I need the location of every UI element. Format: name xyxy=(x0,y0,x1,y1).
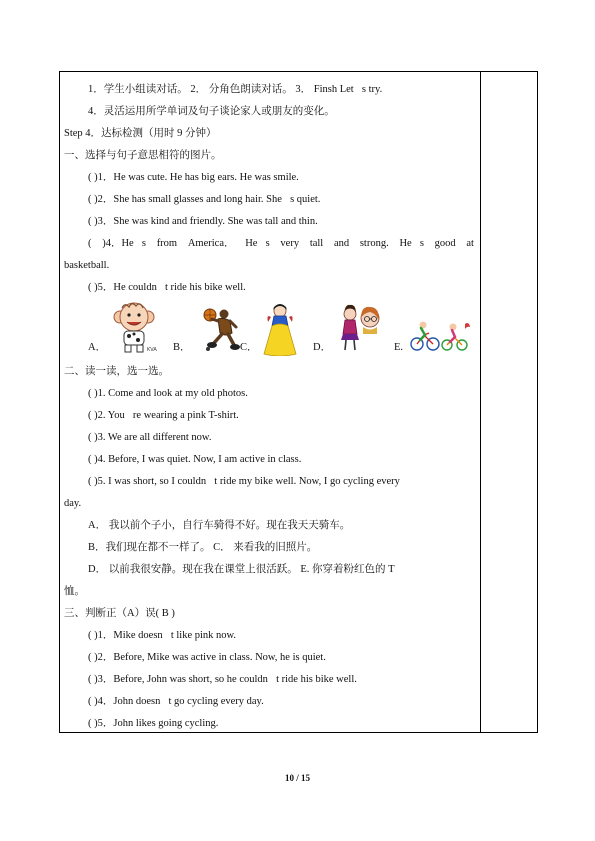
step-heading: Step 4．达标检测（用时 9 分钟） xyxy=(64,128,217,139)
question-1-4-continued: basketball. xyxy=(64,260,110,271)
section-two-heading: 二、读一读，选一选。 xyxy=(64,366,169,377)
question-1-3: ( )3．She was kind and friendly. She was tall and thin. xyxy=(88,216,318,227)
question-3-2: ( )2．Before, Mike was active in class. Now, he is quiet. xyxy=(88,652,326,663)
option-d-label: D． xyxy=(313,342,332,353)
word: He s xyxy=(245,238,270,249)
princess-picture xyxy=(262,302,298,356)
cute-baby-picture xyxy=(111,300,157,354)
word: good xyxy=(434,238,456,249)
question-1-1: ( )1．He was cute. He has big ears. He was smile. xyxy=(88,172,299,183)
word: and xyxy=(333,238,350,249)
word: strong. xyxy=(359,238,389,249)
answer-options-b-c: B．我们现在都不一样了。 C． 来看我的旧照片。 xyxy=(88,542,318,553)
word: tall xyxy=(309,238,324,249)
table-column-divider xyxy=(480,71,481,733)
question-1-2: ( )2．She has small glasses and long hair. She s quiet. xyxy=(88,194,321,205)
question-3-1: ( )1．Mike doesn t like pink now. xyxy=(88,630,237,641)
girl-with-glasses-picture xyxy=(339,302,383,352)
picture-caption: KVA xyxy=(147,347,157,353)
teaching-step-1: 1．学生小组读对话。 2． 分角色朗读对话。 3． Finsh Let s try. xyxy=(88,84,383,95)
word: America． xyxy=(187,238,235,249)
question-3-4: ( )4．John doesn t go cycling every day. xyxy=(88,696,264,707)
word: from xyxy=(156,238,178,249)
basketball-player-picture xyxy=(196,305,242,353)
question-2-4: ( )4. Before, I was quiet. Now, I am active in class. xyxy=(88,454,302,465)
word: ( xyxy=(88,238,92,249)
answer-option-a: A． 我以前个子小，自行车骑得不好。现在我天天骑车。 xyxy=(88,520,351,531)
teaching-step-4: 4．灵活运用所学单词及句子谈论家人或朋友的变化。 xyxy=(88,106,335,117)
question-2-5-continued: day. xyxy=(64,498,82,509)
answer-options-d-e: D． 以前我很安静。现在我在课堂上很活跃。 E. 你穿着粉红色的 T xyxy=(88,564,395,575)
option-a-label: A． xyxy=(88,342,107,353)
word: at xyxy=(466,238,474,249)
page-number: 10 / 15 xyxy=(284,773,310,783)
question-2-1: ( )1. Come and look at my old photos. xyxy=(88,388,248,399)
word: very xyxy=(280,238,300,249)
question-3-5: ( )5．John likes going cycling. xyxy=(88,718,219,729)
question-1-4 xyxy=(88,237,474,250)
option-c-label: C． xyxy=(240,342,258,353)
question-3-3: ( )3．Before, John was short, so he couldn t ride his bike well. xyxy=(88,674,357,685)
question-1-5: ( )5．He couldn t ride his bike well. xyxy=(88,282,246,293)
option-b-label: B． xyxy=(173,342,191,353)
children-cycling-picture xyxy=(407,318,471,352)
word: He s xyxy=(399,238,424,249)
option-e-label: E. xyxy=(394,342,404,353)
section-three-heading: 三、判断正（A）误( B ) xyxy=(64,608,175,619)
question-2-3: ( )3. We are all different now. xyxy=(88,432,212,443)
question-2-2: ( )2. You re wearing a pink T-shirt. xyxy=(88,410,239,421)
section-one-heading: 一、选择与句子意思相符的图片。 xyxy=(64,150,222,161)
question-2-5: ( )5. I was short, so I couldn t ride my bike well. Now, I go cycling every xyxy=(88,476,400,487)
answer-option-e-continued: 恤。 xyxy=(64,586,85,597)
word: )4．He s xyxy=(102,238,146,249)
